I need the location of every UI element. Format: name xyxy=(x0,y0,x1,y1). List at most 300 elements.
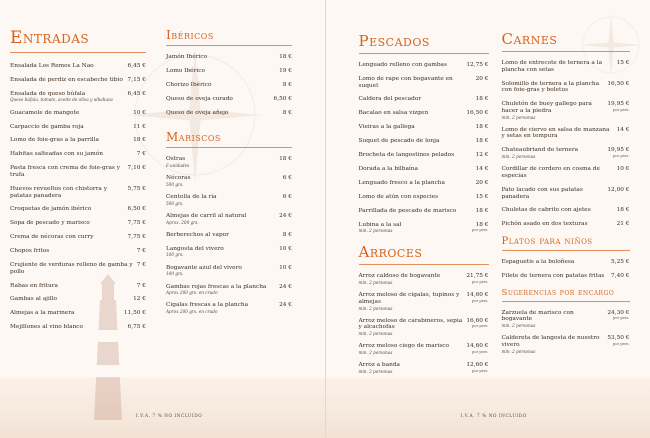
menu-item-name-wrap xyxy=(166,96,274,103)
menu-item-price: 18 € xyxy=(475,207,489,214)
pescados-arroces-column xyxy=(359,0,489,381)
menu-item-name: Parrillada de pescado de marisco xyxy=(358,207,457,214)
menu-item-name: Pasta fresca con crema de foie-gras y trufa xyxy=(10,165,121,178)
menu-item-name-wrap xyxy=(502,81,608,94)
menu-item-name-wrap xyxy=(10,63,128,70)
menu-item xyxy=(359,194,489,201)
menu-item-price-wrap xyxy=(617,127,630,134)
menu-item-price: 6 € xyxy=(282,194,292,201)
menu-item-name-wrap xyxy=(10,165,128,178)
menu-item xyxy=(359,124,489,131)
menu-item-per-person: por pers. xyxy=(613,341,630,346)
menu-item-name: Espaguetis a la boloñesa xyxy=(501,259,575,266)
menu-item xyxy=(10,165,146,178)
menu-item xyxy=(502,147,630,159)
menu-item-name: Vieiras a la gallega xyxy=(358,124,415,131)
menu-item-price: 18 € xyxy=(616,207,630,214)
menu-item xyxy=(359,273,489,285)
menu-item-name: Lenguado relleno con gambas xyxy=(358,62,447,68)
menu-item xyxy=(10,324,146,331)
menu-item-name-wrap xyxy=(359,166,476,173)
menu-item-name: Centolla de la ría xyxy=(166,194,217,201)
arroces-title: Arroces xyxy=(358,243,423,262)
menu-item-name-wrap xyxy=(359,62,467,69)
menu-item xyxy=(166,265,292,277)
menu-item-name-wrap xyxy=(359,222,473,234)
menu-item-name-wrap xyxy=(10,206,128,213)
menu-item-name-wrap xyxy=(359,96,476,103)
menu-item xyxy=(10,310,146,317)
menu-item-price: 19 € xyxy=(279,67,292,74)
menu-item-name: Gambas al ajillo xyxy=(10,296,58,303)
menu-item-price-wrap xyxy=(128,186,146,193)
menu-item-name-wrap xyxy=(10,186,128,199)
menu-item-price: 20 € xyxy=(475,75,489,82)
entradas-section xyxy=(10,0,146,338)
menu-item xyxy=(10,186,146,199)
menu-item-price: 5,25 € xyxy=(611,259,630,266)
menu-item-price-wrap xyxy=(274,96,292,103)
menu-item-price-wrap xyxy=(279,265,292,272)
menu-item-name-wrap xyxy=(10,151,137,158)
menu-item-name-wrap xyxy=(166,284,279,296)
menu-item-price: 14,60 € xyxy=(466,292,489,299)
menu-item-price-wrap xyxy=(476,138,489,145)
menu-item-name-wrap xyxy=(359,208,476,215)
menu-item-price: 15 € xyxy=(475,193,489,200)
menu-item-price-wrap xyxy=(137,151,146,158)
menu-item-price: 21 € xyxy=(616,221,630,228)
menu-item-price: 7,10 € xyxy=(127,165,146,172)
menu-item-price: 7,75 € xyxy=(127,234,146,241)
menu-item-name-wrap xyxy=(359,343,467,355)
menu-item-name: Nécoras xyxy=(166,175,191,182)
menu-item-name: Ensalada Los Remos La Nao xyxy=(10,63,94,69)
menu-item-price-wrap xyxy=(607,147,629,158)
menu-item-price: 6,45 € xyxy=(127,90,146,97)
menu-item-price: 7 € xyxy=(136,151,146,158)
menu-item xyxy=(359,62,489,69)
menu-item-price-wrap xyxy=(137,248,146,255)
menu-item xyxy=(166,110,292,117)
menu-item xyxy=(10,262,146,275)
menu-item-price-wrap xyxy=(283,82,292,89)
menu-item-price: 10 € xyxy=(616,166,630,173)
menu-item-price: 18 € xyxy=(475,124,489,131)
menu-item-per-person: por pers. xyxy=(613,107,630,112)
menu-item-name: Caldera del pescador xyxy=(358,96,422,103)
menu-item-price: 6,50 € xyxy=(127,206,146,213)
menu-item-price: 14 € xyxy=(475,165,489,172)
entradas-divider xyxy=(10,52,146,53)
menu-item-name: Lenguado fresco a la plancha xyxy=(358,179,446,186)
menu-item-price: 12 € xyxy=(475,152,489,159)
menu-item-note: Aprox 200 grs. en crudo xyxy=(166,290,218,296)
menu-item xyxy=(502,259,630,266)
menu-item-name-wrap xyxy=(502,127,617,140)
menu-item-note: min. 2 personas xyxy=(358,368,393,374)
menu-item-price-wrap xyxy=(476,166,489,173)
menu-item-price-wrap xyxy=(466,110,488,117)
menu-item-price-wrap xyxy=(128,77,146,84)
menu-item xyxy=(10,91,146,103)
menu-item-price-wrap xyxy=(279,68,292,75)
menu-item-name: Lomo de entrecote de ternera a la plancha con setas xyxy=(501,60,603,73)
menu-item-name: Langosta del vivero xyxy=(166,245,224,252)
menu-item-price-wrap xyxy=(137,283,146,290)
menu-item-name-wrap xyxy=(502,310,608,328)
sea-background-right xyxy=(326,378,650,438)
menu-item-name-wrap xyxy=(359,318,467,336)
menu-item-name: Huevos revueltos con chistorra y patatas panadera xyxy=(10,185,107,199)
menu-item-name-wrap xyxy=(359,194,476,201)
menu-item-name: Cigalas frescas a la plancha xyxy=(166,302,249,309)
menu-item-price-wrap xyxy=(279,246,292,253)
menu-item-price: 14,60 € xyxy=(466,343,489,350)
sugerencias-divider xyxy=(502,301,630,302)
menu-item xyxy=(502,310,630,328)
menu-item-name: Bogavante azul del vivero xyxy=(166,264,242,271)
menu-item-price-wrap xyxy=(607,81,629,88)
menu-item xyxy=(359,343,489,355)
entradas-title: Entradas xyxy=(10,28,90,48)
menu-item-note: min. 2 personas xyxy=(501,323,536,329)
menu-item-name: Jamón Ibérico xyxy=(166,54,208,60)
iva-note-right: I.V.A. 7 % NO INCLUIDO xyxy=(460,413,527,418)
pescados-title: Pescados xyxy=(358,32,430,50)
menu-item xyxy=(359,180,489,187)
menu-item-price-wrap xyxy=(466,273,488,284)
menu-item-name-wrap xyxy=(166,54,279,61)
menu-item xyxy=(502,101,630,119)
menu-item-name-wrap xyxy=(166,68,279,75)
menu-item-name-wrap xyxy=(10,262,137,275)
menu-item-price-wrap xyxy=(476,152,489,159)
menu-item-price: 21,75 € xyxy=(466,273,489,280)
menu-item-name: Chateaubriand de ternera xyxy=(501,147,579,154)
menu-item-name-wrap xyxy=(10,124,133,131)
ibericos-title: Ibéricos xyxy=(166,28,214,42)
menu-item-name: Chuletón de buey gallego para hacer a la piedra xyxy=(501,101,592,114)
menu-item-name: Cordillar de cordero en cosma de especias xyxy=(501,166,600,179)
menu-item-name: Lubina a la sal xyxy=(358,221,402,228)
menu-item-price-wrap xyxy=(128,234,146,241)
menu-item-price: 19,95 € xyxy=(607,147,630,154)
menu-item-price-wrap xyxy=(279,284,292,291)
menu-item-name: Crema de nécoras con curry xyxy=(10,234,94,241)
menu-item-note: 500 grs. xyxy=(166,181,184,187)
menu-item-price-wrap xyxy=(133,110,146,117)
menu-item-price: 12,75 € xyxy=(466,62,489,68)
menu-item-price-wrap xyxy=(476,124,489,131)
menu-item-name: Arroz meloso de carabineros, sepia y alcachofas xyxy=(358,317,463,331)
menu-item xyxy=(359,152,489,159)
menu-item-price-wrap xyxy=(611,259,629,266)
menu-item-price-wrap xyxy=(476,208,489,215)
menu-item-per-person: por pers. xyxy=(472,298,489,303)
menu-item-price-wrap xyxy=(617,221,630,228)
menu-item-price: 18 € xyxy=(279,156,292,163)
menu-item-name-wrap xyxy=(10,310,124,317)
menu-item xyxy=(359,166,489,173)
menu-item-price: 11 € xyxy=(133,123,146,130)
menu-item xyxy=(502,166,630,179)
menu-item-price: 6 € xyxy=(282,175,292,182)
menu-item-price: 12,00 € xyxy=(607,186,630,193)
platos-ninos-divider xyxy=(502,250,630,251)
menu-item xyxy=(359,96,489,103)
menu-item xyxy=(359,292,489,310)
menu-item-name-wrap xyxy=(502,273,612,280)
menu-item-name: Lomo de atún con especies xyxy=(358,193,439,200)
mariscos-list xyxy=(166,156,292,314)
menu-item-name-wrap xyxy=(502,60,617,73)
mariscos-divider xyxy=(166,147,292,148)
menu-item-price-wrap xyxy=(279,54,292,61)
menu-item-name-wrap xyxy=(166,82,283,89)
menu-item-name-wrap xyxy=(166,302,279,314)
menu-item-price: 7,40 € xyxy=(611,272,630,279)
menu-item-price-wrap xyxy=(279,302,292,309)
menu-item-name: Ostras xyxy=(166,156,186,163)
menu-item-name: Ensalada de queso búfala xyxy=(10,90,86,97)
menu-item-name-wrap xyxy=(166,194,283,206)
menu-item-name: Lomo Ibérico xyxy=(166,67,205,74)
menu-item-price: 8 € xyxy=(282,109,292,116)
menu-item-price: 19,95 € xyxy=(607,101,630,108)
menu-item-name-wrap xyxy=(166,156,279,168)
menu-item xyxy=(10,124,146,131)
menu-item-name: Ensalada de perdiz en escabeche tibio xyxy=(10,76,123,83)
menu-item-price: 14 € xyxy=(616,126,630,133)
menu-item-price-wrap xyxy=(283,232,292,239)
menu-item-price-wrap xyxy=(617,207,630,214)
menu-item-name: Chuletas de cabrito con ajetes xyxy=(501,207,591,214)
menu-item xyxy=(166,156,292,168)
menu-item-price: 10 € xyxy=(279,245,292,252)
menu-item-name-wrap xyxy=(10,324,128,331)
carnes-column xyxy=(502,0,630,361)
menu-item-name-wrap xyxy=(359,180,476,187)
menu-item-note: 100 grs. xyxy=(166,271,184,277)
menu-item-name-wrap xyxy=(166,175,283,187)
menu-item-name: Queso de oveja añejo xyxy=(166,109,229,116)
menu-item-price: 24 € xyxy=(279,283,292,290)
menu-item-price: 6,75 € xyxy=(127,324,146,331)
menu-item-price: 7 € xyxy=(136,248,146,255)
menu-item-price: 16,50 € xyxy=(607,80,630,87)
menu-item-name-wrap xyxy=(502,335,608,353)
menu-item xyxy=(10,77,146,84)
menu-item xyxy=(10,248,146,255)
menu-item-price-wrap xyxy=(128,63,146,70)
menu-item-price-wrap xyxy=(283,194,292,201)
sugerencias-list xyxy=(502,310,630,354)
menu-page-right xyxy=(326,0,650,438)
menu-item-price-wrap xyxy=(128,324,146,331)
menu-item-price-wrap xyxy=(124,310,146,317)
menu-item-name: Guacamole de mangote xyxy=(10,109,80,116)
menu-item-price: 11,50 € xyxy=(123,310,146,317)
menu-item-price-wrap xyxy=(466,318,488,329)
menu-item xyxy=(502,335,630,353)
menu-item xyxy=(359,138,489,145)
menu-item-price: 7,15 € xyxy=(127,76,146,83)
menu-item-name: Dorada a la bilbaína xyxy=(358,165,418,172)
menu-item-note: min. 2 personas xyxy=(358,305,393,311)
menu-item xyxy=(166,82,292,89)
menu-item xyxy=(166,213,292,225)
menu-item-price: 8 € xyxy=(282,231,292,238)
menu-item-price: 6,50 € xyxy=(273,95,292,102)
menu-item-price-wrap xyxy=(128,91,146,98)
menu-item-price-wrap xyxy=(617,60,630,67)
menu-item-price: 7 € xyxy=(136,282,146,289)
menu-item-note: min. 2 personas xyxy=(358,228,393,234)
platos-ninos-list xyxy=(502,259,630,280)
menu-item-name-wrap xyxy=(10,77,128,84)
menu-item-price: 18 € xyxy=(279,54,292,60)
carnes-title: Carnes xyxy=(501,30,558,48)
menu-item-note: min. 2 personas xyxy=(501,348,536,354)
menu-item-price-wrap xyxy=(279,213,292,220)
menu-item-name: Arroz meloso de cigalas, tupinos y almejas xyxy=(358,292,460,305)
menu-item-name: Croquetas de jamón ibérico xyxy=(10,206,92,213)
menu-item-price: 16,60 € xyxy=(466,317,489,324)
menu-item-name-wrap xyxy=(10,296,133,303)
menu-item-per-person: por pers. xyxy=(472,368,489,373)
menu-item xyxy=(502,207,630,214)
menu-item xyxy=(166,54,292,61)
menu-item xyxy=(166,194,292,206)
menu-item-price-wrap xyxy=(607,335,629,346)
pescados-list xyxy=(359,62,489,233)
menu-item-price: 10 € xyxy=(133,109,146,116)
menu-item-name: Almejas de carril al natural xyxy=(166,212,247,219)
menu-item-note: Aprox. 200 grs. xyxy=(166,219,199,225)
menu-item xyxy=(10,110,146,117)
menu-item-price: 20 € xyxy=(475,179,489,186)
menu-item-name-wrap xyxy=(502,101,608,119)
menu-item-name: Caldereta de langosta de nuestro vivero xyxy=(501,335,600,348)
menu-item-price-wrap xyxy=(476,180,489,187)
menu-item xyxy=(10,63,146,70)
menu-item-price-wrap xyxy=(476,194,489,201)
menu-item xyxy=(502,187,630,200)
menu-item xyxy=(359,318,489,336)
menu-item-name-wrap xyxy=(502,221,617,228)
menu-item-name-wrap xyxy=(10,248,137,255)
iva-note-left: I.V.A. 7 % NO INCLUIDO xyxy=(136,413,203,418)
menu-item-price-wrap xyxy=(466,292,488,303)
menu-item xyxy=(359,222,489,234)
menu-item-name-wrap xyxy=(10,234,128,241)
arroces-list xyxy=(359,273,489,374)
menu-item-name-wrap xyxy=(502,166,617,179)
menu-item-note: min. 2 personas xyxy=(358,331,393,337)
menu-item-price: 12,60 € xyxy=(466,362,489,369)
menu-item-price-wrap xyxy=(466,343,488,354)
menu-item-price-wrap xyxy=(466,62,488,69)
menu-item-note: Aprox 200 grs. en crudo xyxy=(166,309,218,315)
menu-item-name: Gambas rojas frescas a la plancha xyxy=(166,283,267,290)
menu-item-name: Lomo de foie-gras a la parrilla xyxy=(10,137,99,144)
carnes-list xyxy=(502,60,630,228)
menu-item-note: min. 2 personas xyxy=(501,114,536,120)
menu-item-price: 53,50 € xyxy=(607,335,630,342)
menu-item-name-wrap xyxy=(502,207,617,214)
menu-item-name-wrap xyxy=(166,110,283,117)
menu-item-name-wrap xyxy=(166,213,279,225)
menu-item xyxy=(359,208,489,215)
menu-item-price: 7 € xyxy=(136,261,146,268)
menu-item-name: Pichón asado en dos texturas xyxy=(501,221,588,228)
menu-item-name-wrap xyxy=(10,110,133,117)
menu-item-name: Habitas salteadas con su jamón xyxy=(10,151,104,158)
menu-item-note: min. 2 personas xyxy=(358,279,393,285)
arroces-divider xyxy=(359,264,489,265)
menu-item-name-wrap xyxy=(10,283,137,290)
ibericos-mariscos-column xyxy=(166,0,292,321)
menu-item-price-wrap xyxy=(128,206,146,213)
menu-item-name-wrap xyxy=(10,220,128,227)
menu-item-name-wrap xyxy=(359,362,467,374)
menu-item xyxy=(502,221,630,228)
carnes-divider xyxy=(502,51,630,52)
menu-item-name: Rabas en fritura xyxy=(10,282,59,289)
menu-item-price: 8 € xyxy=(282,81,292,88)
menu-item-price: 6,45 € xyxy=(127,63,146,69)
menu-item-name-wrap xyxy=(166,265,279,277)
menu-item-name-wrap xyxy=(359,76,476,89)
menu-item-price-wrap xyxy=(128,220,146,227)
menu-item-name: Berberechos al vapor xyxy=(166,231,229,238)
menu-item-per-person: por pers. xyxy=(472,228,489,233)
menu-item-per-person: por pers. xyxy=(472,279,489,284)
menu-item-price: 18 € xyxy=(133,137,146,144)
menu-item-name-wrap xyxy=(359,152,476,159)
menu-item-per-person: por pers. xyxy=(613,316,630,321)
menu-item-price: 10 € xyxy=(279,264,292,271)
menu-item-name: Pato lacado con sus patatas panadera xyxy=(501,186,583,200)
menu-item-name-wrap xyxy=(10,137,133,144)
sea-background xyxy=(0,378,325,438)
menu-item-name: Zarzuela de marisco con bogavante xyxy=(501,309,574,323)
menu-item-name-wrap xyxy=(166,246,279,258)
ibericos-divider xyxy=(166,45,292,46)
menu-item-price: 18 € xyxy=(475,138,489,145)
menu-item-name: Queso de oveja curado xyxy=(166,95,233,102)
menu-item-price: 24,30 € xyxy=(607,309,630,316)
menu-item-price-wrap xyxy=(133,124,146,131)
pescados-divider xyxy=(359,53,489,54)
menu-item-name-wrap xyxy=(502,187,608,200)
menu-item-per-person: por pers. xyxy=(613,154,630,159)
platos-ninos-title: Platos para niños xyxy=(501,236,593,248)
menu-item-price-wrap xyxy=(283,175,292,182)
menu-item-name-wrap xyxy=(359,292,467,310)
menu-item-name: Chopos fritos xyxy=(10,248,50,255)
menu-item-price: 15 € xyxy=(616,60,630,66)
menu-item xyxy=(502,127,630,140)
menu-item-price: 7,75 € xyxy=(127,220,146,227)
menu-item xyxy=(166,232,292,239)
mariscos-title: Mariscos xyxy=(166,130,221,145)
menu-item-price-wrap xyxy=(607,101,629,112)
menu-item-note: 500 grs. xyxy=(166,200,184,206)
menu-item-price: 18 € xyxy=(475,221,489,228)
menu-item-per-person: por pers. xyxy=(472,349,489,354)
